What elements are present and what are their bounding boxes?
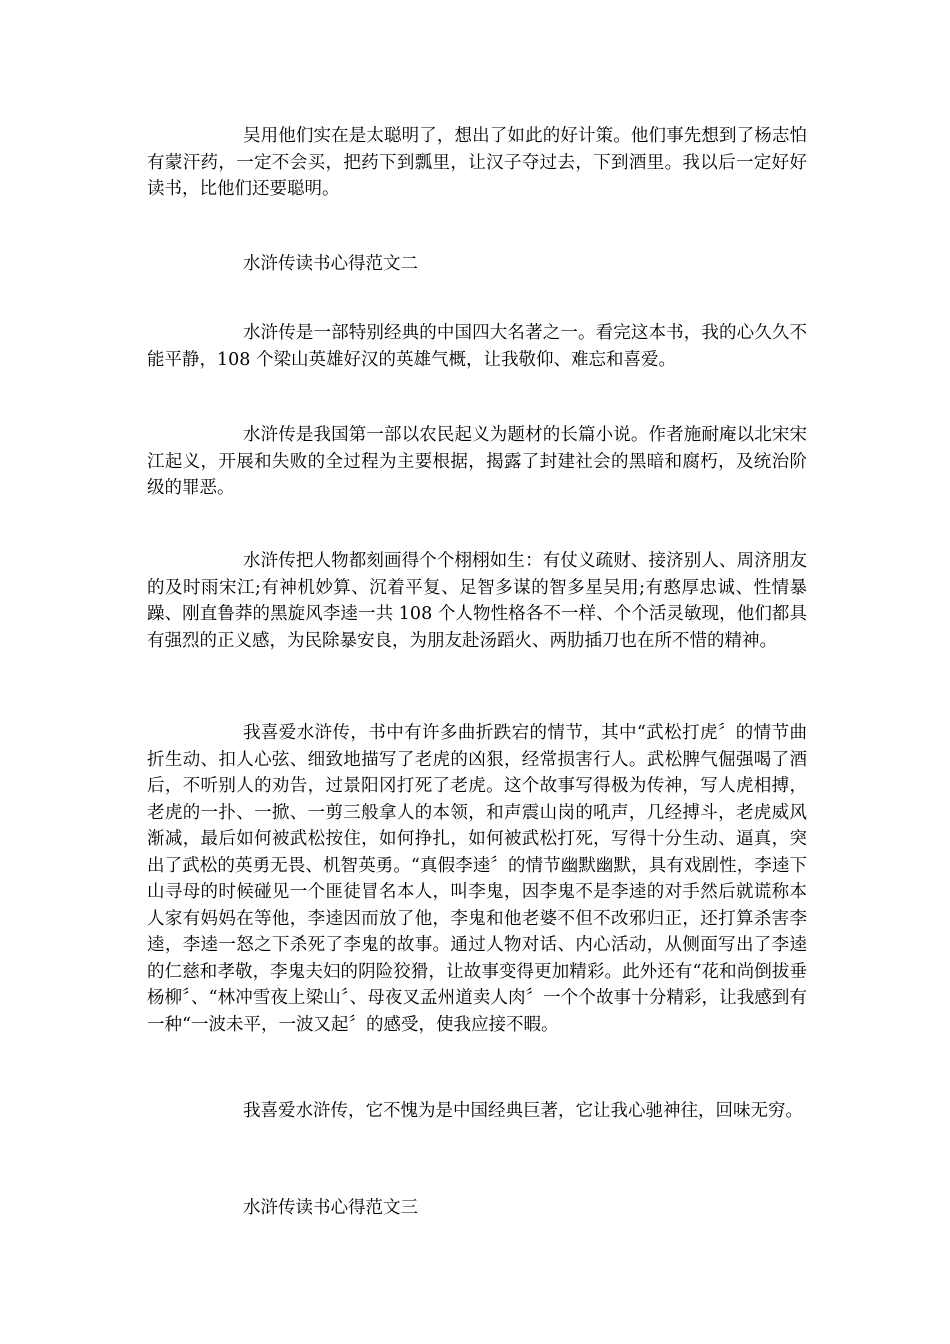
- paragraph-wuyong: 吴用他们实在是太聪明了，想出了如此的好计策。他们事先想到了杨志怕有蒙汗药，一定不会买，把药下到瓢里，让汉子夺过去，下到酒里。我以后一定好好读书，比他们还要聪明。: [147, 126, 807, 199]
- heading-essay-three: 水浒传读书心得范文三: [243, 1198, 418, 1218]
- heading-essay-two: 水浒传读书心得范文二: [243, 254, 418, 274]
- paragraph-peasant-uprising: 水浒传是我国第一部以农民起义为题材的长篇小说。作者施耐庵以北宋宋江起义，开展和失败的全过程为主要根据，揭露了封建社会的黑暗和腐朽，及统治阶级的罪恶。: [147, 425, 807, 498]
- paragraph-stories: 我喜爱水浒传，书中有许多曲折跌宕的情节，其中“武松打虎〞的情节曲折生动、扣人心弦、细致地描写了老虎的凶狠，经常损害行人。武松脾气倔强喝了酒后，不听别人的劝告，过景阳冈打死了老虎。这个故事写得极为传神，写人虎相搏，老虎的一扑、一掀、一剪三般拿人的本领，和声震山岗的吼声，几经搏斗，老虎威风渐减，最后如何被武松按住，如何挣扎，如何被武松打死，写得十分生动、逼真，突出了武松的英勇无畏、机智英勇。“真假李逵〞的情节幽默幽默，具有戏剧性，李逵下山寻母的时候碰见一个匪徒冒名本人，叫李鬼，因李鬼不是李逵的对手然后就谎称本人家有妈妈在等他，李逵因而放了他，李鬼和他老婆不但不改邪归正，还打算杀害李逵，李逵一怒之下杀死了李鬼的故事。通过人物对话、内心活动，从侧面写出了李逵的仁慈和孝敬，李鬼夫妇的阴险狡猾，让故事变得更加精彩。此外还有“花和尚倒拔垂杨柳〞、“林冲雪夜上梁山〞、母夜叉孟州道卖人肉〞一个个故事十分精彩，让我感到有一种“一波未平，一波又起〞的感受，使我应接不暇。: [147, 723, 807, 1035]
- paragraph-characters: 水浒传把人物都刻画得个个栩栩如生：有仗义疏财、接济别人、周济朋友的及时雨宋江;有神机妙算、沉着平复、足智多谋的智多星吴用;有憨厚忠诚、性情暴躁、刚直鲁莽的黑旋风李逵一共 108 个人物性格各不一样、个个活灵敏现，他们都具有强烈的正义感，为民除暴安良，为朋友赴汤蹈火、两肋插刀也在所不惜的精神。: [147, 551, 807, 651]
- paragraph-conclusion: 我喜爱水浒传，它不愧为是中国经典巨著，它让我心驰神往，回味无穷。: [243, 1101, 803, 1121]
- paragraph-classic-intro: 水浒传是一部特别经典的中国四大名著之一。看完这本书，我的心久久不能平静，108 个梁山英雄好汉的英雄气概，让我敬仰、难忘和喜爱。: [147, 323, 807, 370]
